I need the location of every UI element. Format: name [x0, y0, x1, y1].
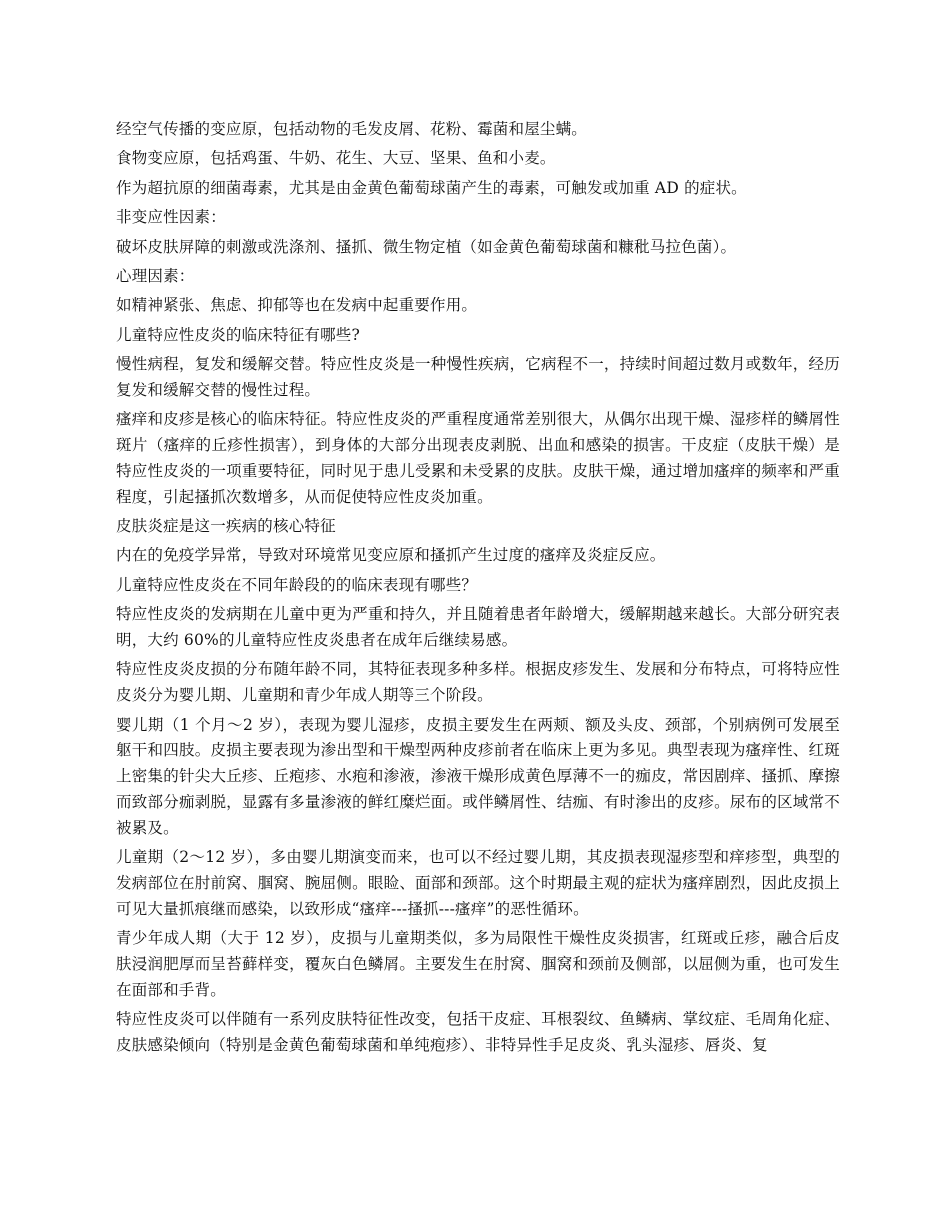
paragraph: 慢性病程，复发和缓解交替。特应性皮炎是一种慢性疾病，它病程不一，持续时间超过数月或数年，经历复发和缓解交替的慢性过程。	[116, 355, 840, 399]
paragraph: 如精神紧张、焦虑、抑郁等也在发病中起重要作用。	[116, 296, 478, 315]
section-heading: 心理因素：	[116, 266, 195, 285]
paragraph: 经空气传播的变应原，包括动物的毛发皮屑、花粉、霉菌和屋尘螨。	[116, 120, 588, 138]
paragraph: 皮肤炎症是这一疾病的核心特征	[116, 517, 336, 536]
section-heading: 非变应性因素：	[116, 208, 226, 227]
paragraph: 青少年成人期（大于 12 岁），皮损与儿童期类似，多为局限性干燥性皮炎损害，红斑或丘疹，融合后皮肤浸润肥厚而呈苔藓样变，覆灰白色鳞屑。主要发生在肘窝、腘窝和颈前及侧部，以屈侧为重，也可发生在面部和手背。	[116, 929, 840, 999]
question-heading: 儿童特应性皮炎在不同年龄段的的临床表现有哪些？	[116, 575, 478, 594]
paragraph: 食物变应原，包括鸡蛋、牛奶、花生、大豆、坚果、鱼和小麦。	[116, 149, 556, 168]
paragraph: 作为超抗原的细菌毒素，尤其是由金黄色葡萄球菌产生的毒素，可触发或加重 AD 的症状。	[116, 178, 747, 197]
question-heading: 儿童特应性皮炎的临床特征有哪些?	[116, 325, 361, 344]
paragraph: 破坏皮肤屏障的刺激或洗涤剂、搔抓、微生物定植（如金黄色葡萄球菌和糠秕马拉色菌）。	[116, 237, 737, 256]
paragraph: 婴儿期（1 个月～2 岁），表现为婴儿湿疹，皮损主要发生在两颊、额及头皮、颈部，个别病例可发展至躯干和四肢。皮损主要表现为渗出型和干燥型两种皮疹前者在临床上更为多见。典型表现为瘙痒性、红斑上密集的针尖大丘疹、丘疱疹、水疱和渗液，渗液干燥形成黄色厚薄不一的痂皮，常因剧痒、搔抓、摩擦而致部分痂剥脱，显露有多量渗液的鲜红糜烂面。或伴鳞屑性、结痂、有时渗出的皮疹。尿布的区域常不被累及。	[116, 715, 840, 837]
paragraph: 内在的免疫学异常，导致对环境常见变应原和搔抓产生过度的瘙痒及炎症反应。	[116, 546, 666, 565]
paragraph: 儿童期（2～12 岁），多由婴儿期演变而来，也可以不经过婴儿期，其皮损表现湿疹型和痒疹型，典型的发病部位在肘前窝、腘窝、腕屈侧。眼睑、面部和颈部。这个时期最主观的症状为瘙痒剧烈，因此皮损上可见大量抓痕继而感染，以致形成“瘙痒---搔抓---瘙痒”的恶性循环。	[116, 848, 840, 918]
document-body	[116, 117, 840, 1062]
paragraph: 特应性皮炎皮损的分布随年龄不同，其特征表现多种多样。根据皮疹发生、发展和分布特点，可将特应性皮炎分为婴儿期、儿童期和青少年成人期等三个阶段。	[116, 660, 840, 705]
paragraph: 特应性皮炎的发病期在儿童中更为严重和持久，并且随着患者年龄增大，缓解期越来越长。大部分研究表明，大约 60%的儿童特应性皮炎患者在成年后继续易感。	[116, 605, 840, 650]
paragraph: 瘙痒和皮疹是核心的临床特征。特应性皮炎的严重程度通常差别很大，从偶尔出现干燥、湿疹样的鳞屑性斑片（瘙痒的丘疹性损害），到身体的大部分出现表皮剥脱、出血和感染的损害。干皮症（皮肤干燥）是特应性皮炎的一项重要特征，同时见于患儿受累和未受累的皮肤。皮肤干燥，通过增加瘙痒的频率和严重程度，引起搔抓次数增多，从而促使特应性皮炎加重。	[116, 410, 840, 506]
paragraph: 特应性皮炎可以伴随有一系列皮肤特征性改变，包括干皮症、耳根裂纹、鱼鳞病、掌纹症、毛周角化症、皮肤感染倾向（特别是金黄色葡萄球菌和单纯疱疹）、非特异性手足皮炎、乳头湿疹、唇炎、复	[116, 1010, 840, 1054]
